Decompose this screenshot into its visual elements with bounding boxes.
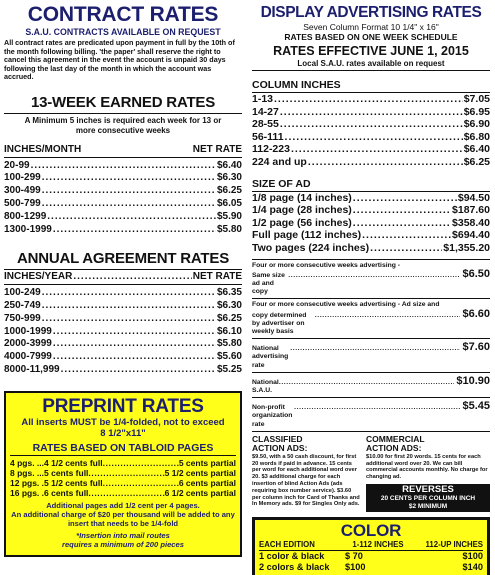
weekly-rate-value: $6.30 xyxy=(216,172,242,184)
weekly-header xyxy=(4,144,242,158)
preprint-note1: All inserts MUST be 1/4-folded, not to exceed 8 1/2"x11" xyxy=(21,416,225,439)
color-small-price: $ 70 xyxy=(345,550,363,561)
dot-leader xyxy=(280,118,463,131)
reverses-title: REVERSES xyxy=(402,483,454,495)
weekly-rate-value: $6.40 xyxy=(216,159,242,171)
annual-rate-label: 2000-3999 xyxy=(4,338,52,350)
right-column xyxy=(252,0,490,575)
color-headers xyxy=(259,540,483,551)
weekly-rate-list xyxy=(4,160,242,237)
dot-leader xyxy=(31,160,216,173)
national-sau-value: $10.90 xyxy=(456,374,490,387)
consec1-value: $6.50 xyxy=(462,267,490,280)
consec2-line-b: copy determined by advertiser on weekly basis xyxy=(252,311,307,335)
annual-rate-label: 100-249 xyxy=(4,287,41,299)
inches-rate-label: 224 and up xyxy=(252,155,307,168)
preprint-full: 4 1/2 cents full xyxy=(44,457,103,468)
color-box xyxy=(252,517,490,575)
weekly-rate-row xyxy=(4,185,242,198)
annual-rate-row xyxy=(4,351,242,364)
display-schedule: RATES BASED ON ONE WEEK SCHEDULE xyxy=(284,32,458,42)
weekly-rate-label: 100-299 xyxy=(4,172,41,184)
weekly-rate-value: $6.25 xyxy=(216,185,242,197)
dot-leader xyxy=(285,131,463,144)
preprint-note5: requires a minimum of 200 pieces xyxy=(62,539,184,549)
display-effective: RATES EFFECTIVE JUNE 1, 2015 xyxy=(273,44,469,58)
annual-rate-value: $6.25 xyxy=(216,312,242,324)
preprint-box xyxy=(4,391,242,557)
action-ads xyxy=(252,435,490,512)
dot-leader xyxy=(353,192,457,205)
annual-col-left: INCHES/YEAR xyxy=(4,271,73,283)
preprint-full: 5 cents full xyxy=(44,467,89,478)
weekly-rate-label: 20-99 xyxy=(4,159,30,171)
dot-leader xyxy=(88,488,164,498)
dot-leader xyxy=(288,272,460,280)
dot-leader xyxy=(53,224,216,237)
classified-text: $9.50, with a 50 cash discount, for first 20 words if paid in advance. 15 cents per word for each additional word over 20. $3 additional charge for each insertion of blind Action Ads (ads requiring box number service). $3.60 per column inch for Card of Thanks and In Memory ads. $9 for Singles Only ads. xyxy=(252,453,360,508)
inches-rate-row xyxy=(252,118,490,131)
inches-rate-row xyxy=(252,93,490,106)
dot-leader xyxy=(53,351,216,364)
annual-rate-label: 250-749 xyxy=(4,299,41,311)
preprint-partial: 5 cents partial xyxy=(178,457,236,468)
weekly-rate-row xyxy=(4,198,242,211)
preprint-note4: *Insertion into mail routes xyxy=(76,530,170,540)
preprint-title: PREPRINT RATES xyxy=(42,395,204,417)
preprint-note3: An additional charge of $20 per thousand will be added to any insert that needs to be 1/4-fold xyxy=(11,509,235,528)
dot-leader xyxy=(274,93,463,106)
inches-rate-list xyxy=(252,92,490,169)
dot-leader xyxy=(88,468,164,478)
color-small-price: $100 xyxy=(345,562,366,573)
national-sau-label: National S.A.U. xyxy=(252,378,279,394)
reverses-line2: $2 MINIMUM xyxy=(408,503,448,511)
inches-rate-label: 56-111 xyxy=(252,130,284,143)
annual-rate-value: $6.30 xyxy=(216,299,242,311)
weekly-rate-value: $5.90 xyxy=(216,210,242,222)
preprint-partial: 6 1/2 cents partial xyxy=(164,487,236,498)
color-header-edition: EACH EDITION xyxy=(259,540,315,550)
size-rate-row xyxy=(252,217,490,230)
inches-rate-row xyxy=(252,143,490,156)
consec1 xyxy=(252,262,490,297)
size-rate-value: $1,355.20 xyxy=(443,241,490,254)
annual-rate-value: $6.35 xyxy=(216,287,242,299)
contract-title: CONTRACT RATES xyxy=(27,3,219,26)
annual-rate-value: $5.80 xyxy=(216,338,242,350)
inches-rate-value: $6.25 xyxy=(463,155,490,168)
dot-leader xyxy=(315,312,461,320)
color-rate-row xyxy=(259,551,483,563)
dot-leader xyxy=(42,185,216,198)
color-large-price: $140 xyxy=(462,562,483,573)
color-large-price: $100 xyxy=(462,550,483,561)
preprint-rate-row xyxy=(10,468,236,478)
preprint-pages: 12 pgs. . xyxy=(10,477,45,488)
dot-leader xyxy=(61,364,216,377)
contract-subtitle: S.A.U. CONTRACTS AVAILABLE ON REQUEST xyxy=(25,27,221,37)
display-local: Local S.A.U. rates available on request xyxy=(252,59,490,71)
preprint-subtitle: RATES BASED ON TABLOID PAGES xyxy=(10,442,236,456)
color-title: COLOR xyxy=(340,521,402,541)
inches-rate-row xyxy=(252,131,490,144)
annual-rate-value: $5.60 xyxy=(216,351,242,363)
commercial-title1: COMMERCIAL xyxy=(366,433,425,444)
size-rate-label: 1/4 page (28 inches) xyxy=(252,204,352,217)
preprint-partial: 5 1/2 cents partial xyxy=(164,467,236,478)
weekly-rate-row xyxy=(4,172,242,185)
size-rate-row xyxy=(252,242,490,255)
annual-title: ANNUAL AGREEMENT RATES xyxy=(4,250,242,270)
national-label: National advertising rate xyxy=(252,345,289,369)
color-option-label: 1 color & black xyxy=(259,550,325,561)
preprint-rate-row xyxy=(10,458,236,468)
consec2-line-a: Four or more consecutive weeks advertising - Ad size and xyxy=(252,301,440,309)
weekly-rate-row xyxy=(4,211,242,224)
classified-title1: CLASSIFIED xyxy=(252,433,303,444)
nonprofit-label: Non-profit organization rate xyxy=(252,404,293,428)
commercial-ads xyxy=(366,435,490,512)
size-rate-label: 1/8 page (14 inches) xyxy=(252,191,352,204)
annual-rate-label: 750-999 xyxy=(4,312,41,324)
dot-leader xyxy=(294,404,460,412)
size-rate-value: $187.60 xyxy=(452,204,490,217)
consec1-line-a: Four or more consecutive weeks advertising - xyxy=(252,261,401,269)
inches-rate-value: $6.80 xyxy=(463,130,490,143)
dot-leader xyxy=(47,211,216,224)
dot-leader xyxy=(42,300,216,313)
dot-leader xyxy=(42,198,216,211)
inches-rate-value: $6.90 xyxy=(463,118,490,131)
inches-rate-row xyxy=(252,156,490,169)
dot-leader xyxy=(103,478,179,488)
consec2 xyxy=(252,301,490,336)
size-rate-label: Full page (112 inches) xyxy=(252,229,362,242)
color-option-label: 2 colors & black xyxy=(259,562,330,573)
preprint-pages: 4 pgs. ... xyxy=(10,457,45,468)
classified-title2: ACTION ADS: xyxy=(252,443,308,454)
annual-rate-label: 4000-7999 xyxy=(4,351,52,363)
size-rate-row xyxy=(252,204,490,217)
national-rate xyxy=(252,343,490,370)
preprint-rate-row xyxy=(10,478,236,488)
display-title: DISPLAY ADVERTISING RATES xyxy=(260,4,482,21)
color-rate-list xyxy=(259,551,483,575)
size-rate-value: $358.40 xyxy=(452,216,490,229)
preprint-pages: 8 pgs. ... xyxy=(10,467,45,478)
contract-terms: All contract rates are predicated upon payment in full by the 10th of the month following billing. 'the paper' shall reserve the right to cancel this agreement in the event the account is unpaid 30 days following the last day of the month in which the account was accrued. xyxy=(4,38,235,82)
annual-rate-row xyxy=(4,287,242,300)
dot-leader xyxy=(353,217,451,230)
preprint-full: 6 cents full xyxy=(44,487,89,498)
weekly-title: 13-WEEK EARNED RATES xyxy=(4,94,242,114)
preprint-partial: 6 cents partial xyxy=(178,477,236,488)
size-rate-list xyxy=(252,191,490,255)
inches-rate-label: 112-223 xyxy=(252,143,290,156)
weekly-rate-label: 800-1299 xyxy=(4,210,47,222)
weekly-rate-label: 300-499 xyxy=(4,185,41,197)
national-value: $7.60 xyxy=(462,341,490,354)
consec2-value: $6.60 xyxy=(462,307,490,320)
annual-rate-label: 8000-11,999 xyxy=(4,363,60,375)
dot-leader xyxy=(42,287,216,300)
inches-rate-label: 28-55 xyxy=(252,118,279,131)
preprint-note2: Additional pages add 1/2 cent per 4 pages. xyxy=(46,500,200,510)
preprint-pages: 16 pgs. . xyxy=(10,487,45,498)
left-column xyxy=(4,0,242,557)
dot-leader xyxy=(291,143,463,156)
classified-ads xyxy=(252,435,360,512)
dot-leader xyxy=(370,242,442,255)
annual-rate-value: $6.10 xyxy=(216,325,242,337)
annual-rate-row xyxy=(4,300,242,313)
color-rate-row xyxy=(259,562,483,574)
size-rate-label: 1/2 page (56 inches) xyxy=(252,216,352,229)
color-header-small: 1-112 INCHES xyxy=(352,540,404,550)
size-rate-value: $694.40 xyxy=(452,229,490,242)
consec1-line-b: Same size ad and copy xyxy=(252,271,285,296)
display-format: Seven Column Format 10 1/4" x 16" xyxy=(303,22,439,32)
dot-leader xyxy=(73,271,191,284)
dot-leader xyxy=(103,458,179,468)
weekly-col-right: NET RATE xyxy=(192,143,242,155)
inches-rate-value: $6.95 xyxy=(463,105,490,118)
dot-leader xyxy=(290,345,460,353)
annual-rate-label: 1000-1999 xyxy=(4,325,52,337)
commercial-text: $10.00 for first 20 words. 15 cents for each additional word over 20. We can bill commercial accounts monthly. No charge for changing ad. xyxy=(366,453,488,481)
reverses-line1: 20 CENTS PER COLUMN INCH xyxy=(380,495,476,503)
size-rate-label: Two pages (224 inches) xyxy=(252,241,370,254)
size-rate-row xyxy=(252,192,490,205)
annual-rate-row xyxy=(4,313,242,326)
preprint-rate-row xyxy=(10,488,236,498)
annual-rate-row xyxy=(4,364,242,377)
inches-rate-label: 1-13 xyxy=(252,93,274,105)
dot-leader xyxy=(42,172,216,185)
annual-header xyxy=(4,271,242,285)
size-rate-row xyxy=(252,229,490,242)
reverses-box xyxy=(366,484,490,512)
weekly-col-left: INCHES/MONTH xyxy=(4,143,82,155)
dot-leader xyxy=(53,326,216,339)
dot-leader xyxy=(308,156,463,169)
dot-leader xyxy=(362,229,451,242)
weekly-rate-row xyxy=(4,224,242,237)
national-sau-rate xyxy=(252,374,490,395)
weekly-rate-row xyxy=(4,160,242,173)
weekly-rate-label: 500-799 xyxy=(4,197,41,209)
commercial-title2: ACTION ADS: xyxy=(366,443,422,454)
inches-rate-value: $7.05 xyxy=(463,93,490,105)
annual-col-right: NET RATE xyxy=(192,271,242,283)
dot-leader xyxy=(42,313,216,326)
preprint-rate-list xyxy=(10,458,236,498)
size-title: SIZE OF AD xyxy=(252,177,311,190)
preprint-full: 5 1/2 cents full xyxy=(44,477,103,488)
weekly-note: A Minimum 5 inches is required each week for 13 or more consecutive weeks xyxy=(24,115,222,135)
inches-title: COLUMN INCHES xyxy=(252,79,341,91)
inches-rate-value: $6.40 xyxy=(463,143,490,156)
annual-rate-row xyxy=(4,326,242,339)
annual-rate-row xyxy=(4,338,242,351)
annual-rate-list xyxy=(4,287,242,377)
nonprofit-rate xyxy=(252,402,490,429)
dot-leader xyxy=(353,204,451,217)
color-header-large: 112-UP INCHES xyxy=(425,540,483,550)
inches-rate-row xyxy=(252,106,490,119)
size-rate-value: $94.50 xyxy=(457,191,490,204)
weekly-rate-label: 1300-1999 xyxy=(4,223,52,235)
dot-leader xyxy=(280,106,463,119)
dot-leader xyxy=(279,379,455,387)
nonprofit-value: $5.45 xyxy=(462,400,490,413)
weekly-rate-value: $6.05 xyxy=(216,197,242,209)
weekly-rate-value: $5.80 xyxy=(216,223,242,235)
dot-leader xyxy=(53,338,216,351)
inches-rate-label: 14-27 xyxy=(252,105,279,118)
annual-rate-value: $5.25 xyxy=(216,363,242,375)
